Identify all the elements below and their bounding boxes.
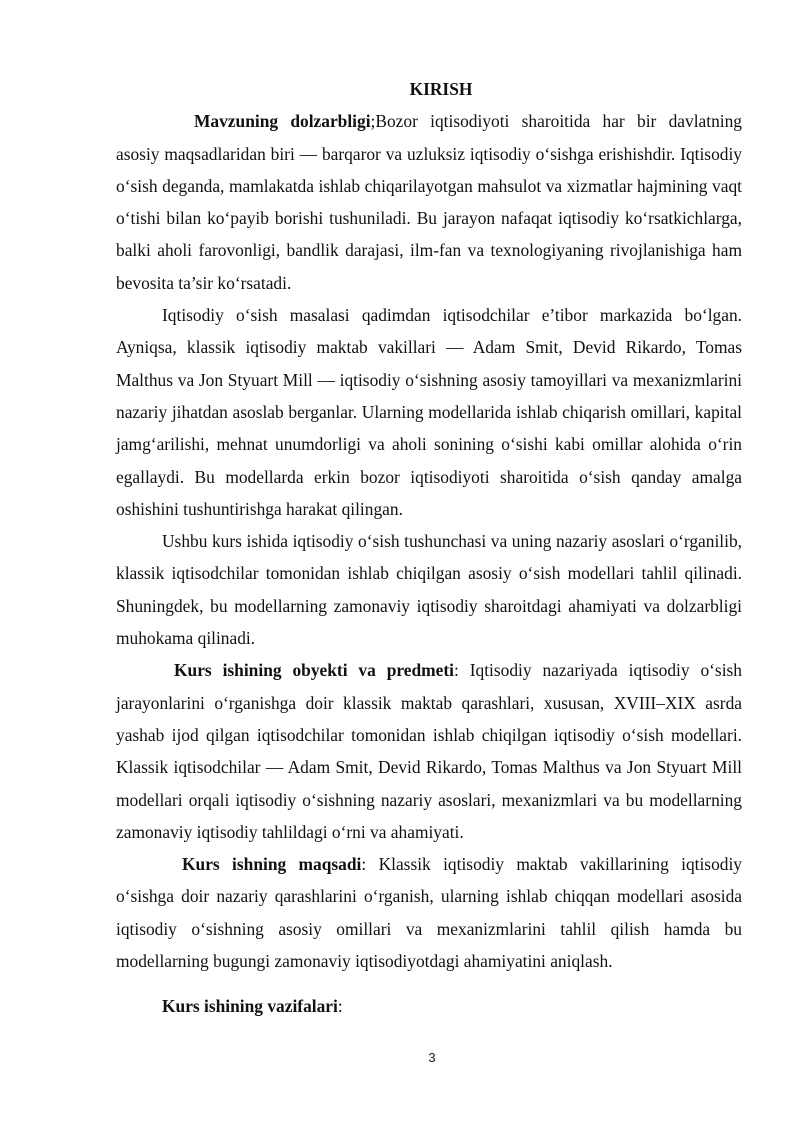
tasks-heading-colon: : xyxy=(337,996,343,1017)
paragraph-relevance xyxy=(116,105,742,299)
goal-heading: Kurs ishning maqsadi xyxy=(182,854,362,875)
page-number: 3 xyxy=(428,1050,436,1065)
paragraph-object-subject xyxy=(116,654,742,848)
object-subject-heading: Kurs ishining obyekti va predmeti xyxy=(174,660,455,681)
tasks-heading-line xyxy=(116,990,742,1022)
paragraph-history: Iqtisodiy o‘sish masalasi qadimdan iqtisodchilar e’tibor markazida bo‘lgan. Ayniqsa, klassik iqtisodiy maktab vakillari — Adam Smit, Devid Rikardo, Tomas Malthus va Jon Styuart Mill — iqtisodiy o‘sishning asosiy tamoyillari va mexanizmlarini nazariy jihatdan asoslab berganlar. Ularning modellarida ishlab chiqarish omillari, kapital jamg‘arilishi, mehnat unumdorligi va aholi sonining o‘sishi kabi omillar alohida o‘rin egallaydi. Bu modellarda erkin bozor iqtisodiyoti sharoitida o‘sish qanday amalga oshishini tushuntirishga harakat qilingan. xyxy=(116,305,742,519)
tasks-heading: Kurs ishining vazifalari xyxy=(162,996,338,1017)
paragraph-goal xyxy=(116,848,742,977)
relevance-heading: Mavzuning dolzarbligi xyxy=(194,111,371,132)
page-title: KIRISH xyxy=(409,79,473,99)
paragraph-course-overview: Ushbu kurs ishida iqtisodiy o‘sish tushunchasi va uning nazariy asoslari o‘rganilib, klassik iqtisodchilar tomonidan ishlab chiqilgan asosiy o‘sish modellari tahlil qilinadi. Shuningdek, bu modellarning zamonaviy iqtisodiy sharoitdagi ahamiyati va dolzarbligi muhokama qilinadi. xyxy=(116,531,742,649)
document-body xyxy=(116,73,742,1023)
goal-text: : Klassik iqtisodiy maktab vakillarining iqtisodiy o‘sishga doir nazariy qarashlarini o‘rganish, ularning ishlab chiqqan modellari asosida iqtisodiy o‘sishning asosiy omillari va mexanizmlarini tahlil qilish hamda bu modellarning bugungi zamonaviy iqtisodiyotdagi ahamiyatini aniqlash. xyxy=(116,854,742,972)
object-subject-text: : Iqtisodiy nazariyada iqtisodiy o‘sish jarayonlarini o‘rganishga doir klassik maktab qarashlari, xususan, XVIII–XIX asrda yashab ijod qilgan iqtisodchilar tomonidan ishlab chiqilgan iqtisodiy o‘sish modellari. Klassik iqtisodchilar — Adam Smit, Devid Rikardo, Tomas Malthus va Jon Styuart Mill modellari orqali iqtisodiy o‘sishning nazariy asoslari, mexanizmlari va bu modellarning zamonaviy iqtisodiy tahlildagi o‘rni va ahamiyati. xyxy=(116,660,742,842)
relevance-text: ;Bozor iqtisodiyoti sharoitida har bir davlatning asosiy maqsadlaridan biri — barqaror va uzluksiz iqtisodiy o‘sishga erishishdir. Iqtisodiy o‘sish deganda, mamlakatda ishlab chiqarilayotgan mahsulot va xizmatlar hajmining vaqt o‘tishi bilan ko‘payib borishi tushuniladi. Bu jarayon nafaqat iqtisodiy ko‘rsatkichlarga, balki aholi farovonligi, bandlik darajasi, ilm-fan va texnologiyaning rivojlanishiga ham bevosita ta’sir ko‘rsatadi. xyxy=(116,111,742,293)
